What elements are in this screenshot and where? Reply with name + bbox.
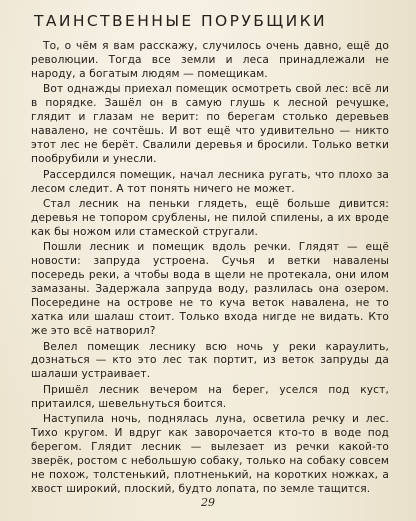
paragraph: Вот однажды приехал помещик осмотреть свой лес: всё ли в порядке. Зашёл он в самую глушь к лесной речушке, глядит и глазам не верит: по берегам столько деревьев навалено, не сочтёшь. И вот ещё что удивительно — никто этот лес не берёт. Свалили деревья и бросили. Только ветки пообрубили и унесли. xyxy=(31,83,389,166)
paragraph: Стал лесник на пеньки глядеть, ещё больше дивится: деревья не топором срублены, не пилой спилены, а их вроде как бы ножом или стамеской стругали. xyxy=(31,197,389,238)
page-title: ТАИНСТВЕННЫЕ ПОРУБЩИКИ xyxy=(34,12,327,30)
paragraph: То, о чём я вам расскажу, случилось очень давно, ещё до революции. Тогда все земли и леса принадлежали не народу, а богатым людям — помещикам. xyxy=(31,40,389,80)
paragraph: Пришёл лесник вечером на берег, уселся под куст, притаился, шевельнуться боится. xyxy=(31,383,389,410)
paragraph: Пошли лесник и помещик вдоль речки. Глядят — ещё новости: запруда устроена. Сучья и ветки навалены посередь реки, а чтобы вода в щели не протекала, они илом замазаны. Задержала запруда воду, разлилась она озером. Посередине на острове не то куча веток навалена, не то хатка или шалаш стоит. Только входа нигде не видать. Кто же это всё натворил? xyxy=(31,241,389,338)
paragraph: Рассердился помещик, начал лесника ругать, что плохо за лесом следит. А тот понять ничего не может. xyxy=(31,168,389,195)
page-number: 29 xyxy=(201,496,215,509)
paragraph: Наступила ночь, поднялась луна, осветила речку и лес. Тихо кругом. И вдруг как заворочается кто-то в воде под берегом. Глядит лесник — вылезает из речки какой-то зверёк, ростом с небольшую собаку, только на собаку совсем не похож, толстенький, плотненький, на коротких ножках, а хвост широкий, плоский, будто лопата, по земле тащится. xyxy=(31,413,389,496)
body-text xyxy=(31,40,389,499)
paragraph: Велел помещик леснику всю ночь у реки караулить, дознаться — кто это лес так портит, из веток запруды да шалаши устраивает. xyxy=(31,340,389,381)
